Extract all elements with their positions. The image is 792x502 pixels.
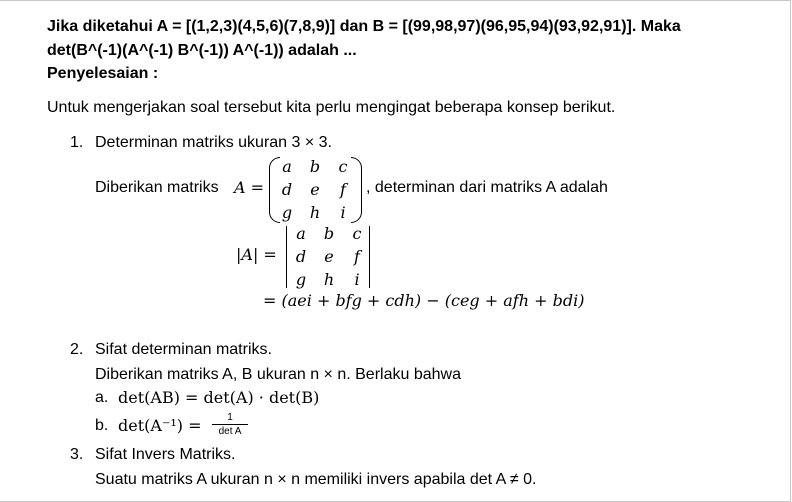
item1-number: 1.	[70, 134, 84, 151]
item2-number: 2.	[70, 341, 84, 358]
det-expansion: = (aei + bfg + cdh) − (ceg + afh + bdi)	[263, 291, 585, 310]
det-bar-left	[286, 226, 287, 288]
det-bar-right	[369, 226, 370, 288]
matrix-cell: c	[352, 224, 362, 243]
matrix-cell: f	[340, 180, 346, 199]
item1-title: Determinan matriks ukuran 3 × 3.	[95, 134, 332, 151]
matrix-cell: i	[354, 270, 360, 289]
matrix-cell: d	[281, 180, 293, 199]
det-lhs: |A| =	[236, 245, 277, 264]
item3-text: Suatu matriks A ukuran n × n memiliki invers apabila det A ≠ 0.	[95, 471, 537, 488]
item1-given-prefix: Diberikan matriks	[95, 179, 219, 196]
item3-title: Sifat Invers Matriks.	[95, 446, 236, 463]
item2-text: Diberikan matriks A, B ukuran n × n. Berlaku bahwa	[95, 366, 461, 383]
fraction-bar	[212, 424, 248, 425]
item2-a-formula: det(AB) = det(A) · det(B)	[118, 388, 320, 407]
matrix-cell: b	[309, 157, 321, 176]
item1-given-var: A =	[234, 178, 265, 197]
matrix-cell: b	[323, 224, 335, 243]
item2-b-label: b.	[95, 417, 109, 434]
matrix-cell: g	[281, 203, 293, 222]
matrix-cell: e	[310, 180, 320, 199]
matrix-cell: d	[295, 247, 307, 266]
intro-text: Untuk mengerjakan soal tersebut kita perlu mengingat beberapa konsep berikut.	[47, 99, 616, 116]
item2-a-label: a.	[95, 389, 109, 406]
item3-number: 3.	[70, 446, 84, 463]
item1-given-suffix: , determinan dari matriks A adalah	[366, 179, 608, 196]
item2-b-lhs: det(A⁻¹) =	[118, 416, 202, 435]
solution-heading: Penyelesaian :	[47, 65, 159, 82]
matrix-cell: a	[296, 224, 306, 243]
matrix-cell: g	[295, 270, 307, 289]
fraction-numerator: 1	[227, 412, 233, 423]
matrix-cell: h	[309, 203, 321, 222]
matrix-cell: f	[354, 247, 360, 266]
matrix-cell: c	[338, 157, 348, 176]
matrix-cell: i	[340, 203, 346, 222]
matrix-cell: e	[324, 247, 334, 266]
item2-title: Sifat determinan matriks.	[95, 341, 272, 358]
question-line-2: det(B^(-1)(A^(-1) B^(-1)) A^(-1)) adalah ...	[47, 42, 357, 59]
fraction-denominator: det A	[218, 426, 242, 437]
item2-b-fraction	[212, 412, 248, 437]
matrix-cell: a	[282, 157, 292, 176]
question-line-1: Jika diketahui A = [(1,2,3)(4,5,6)(7,8,9)] dan B = [(99,98,97)(96,95,94)(93,92,91)]. Maka	[47, 18, 681, 35]
matrix-cell: h	[323, 270, 335, 289]
